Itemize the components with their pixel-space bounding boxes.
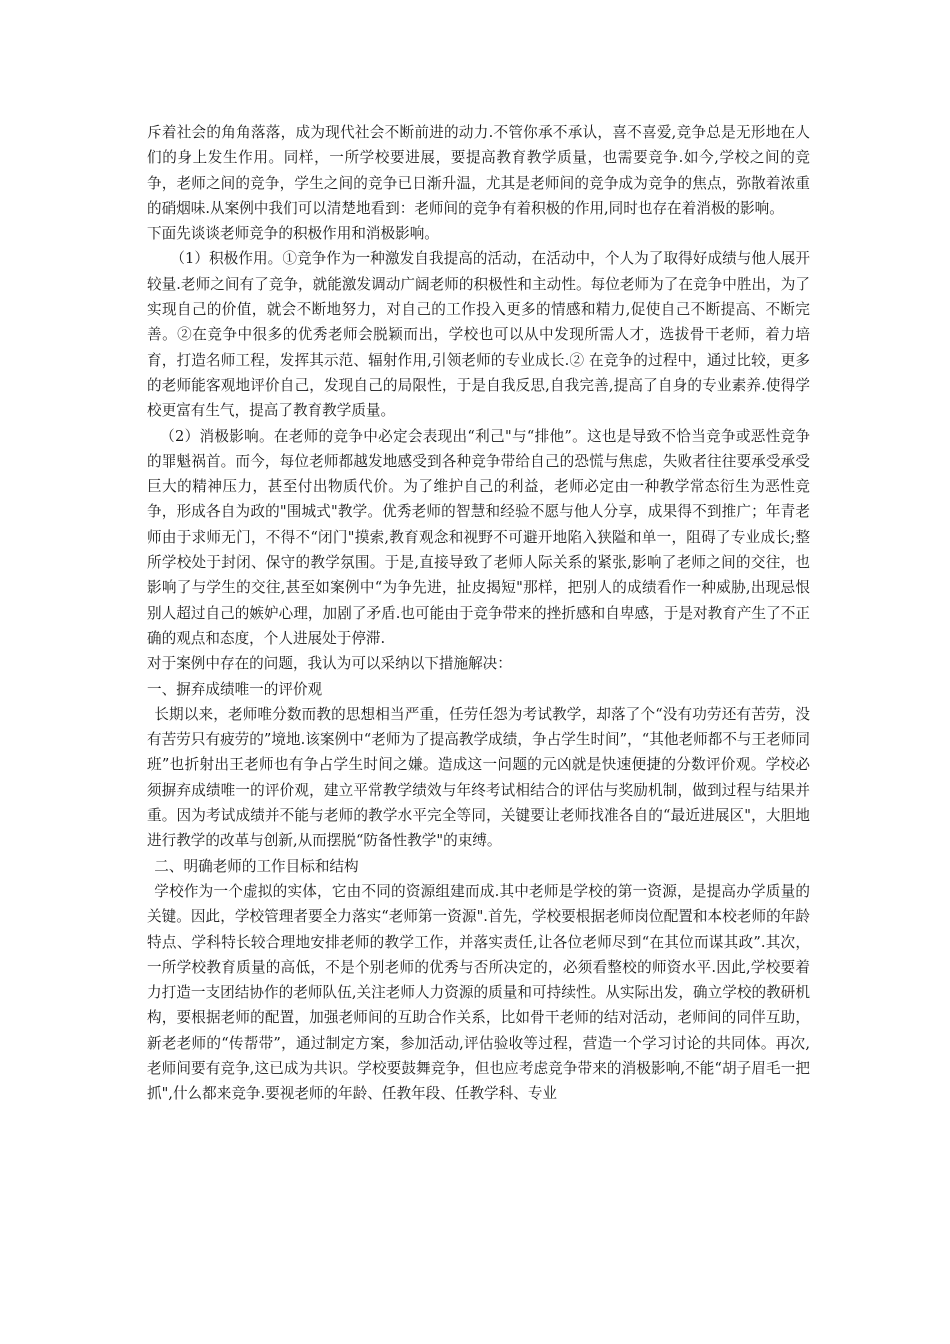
section-heading-1: 一、摒弃成绩唯一的评价观 bbox=[147, 680, 323, 698]
paragraph-negative-effects: （2）消极影响。在老师的竞争中必定会表现出“利己"与“排他”。这也是导致不恰当竞争或恶性竞争的罪魁祸首。而今，每位老师都越发地感受到各种竞争带给自己的恐慌与焦虑，失败者往往要承受承受巨大的精神压力，甚至付出物质代价。为了维护自己的利益，老师必定由一种教学常态衍生为恶性竞争，形成各自为政的"围城式"教学。优秀老师的智慧和经验不愿与他人分享，成果得不到推广；年青老师由于求师无门，不得不“闭门"摸索,教育观念和视野不可避开地陷入狭隘和单一，阻碍了专业成长;整所学校处于封闭、保守的教学氛围。于是,直接导致了老师人际关系的紧张,影响了老师之间的交往，也影响了与学生的交往,甚至如案例中“为争先进，扯皮揭短"那样，把别人的成绩看作一种威胁,出现忌恨别人超过自己的嫉妒心理，加剧了矛盾.也可能由于竞争带来的挫折感和自卑感，于是对教育产生了不正确的观点和态度，个人进展处于停滞. bbox=[147, 427, 810, 647]
paragraph-positive-effects: （1）积极作用。①竞争作为一种激发自我提高的活动，在活动中，个人为了取得好成绩与他人展开较量.老师之间有了竞争，就能激发调动广阔老师的积极性和主动性。每位老师为了在竞争中胜出，为了实现自己的价值，就会不断地努力，对自己的工作投入更多的情感和精力,促使自己不断提高、不断完善。②在竞争中很多的优秀老师会脱颖而出，学校也可以从中发现所需人才，选拔骨干老师，着力培育，打造名师工程，发挥其示范、辐射作用,引领老师的专业成长.② 在竞争的过程中，通过比较，更多的老师能客观地评价自己，发现自己的局限性，于是自我反思,自我完善,提高了自身的专业素养.使得学校更富有生气，提高了教育教学质量。 bbox=[147, 250, 810, 420]
document-body bbox=[147, 120, 810, 1107]
paragraph-measures-intro: 对于案例中存在的问题，我认为可以采纳以下措施解决： bbox=[147, 655, 512, 673]
paragraph-section-2: 学校作为一个虚拟的实体，它由不同的资源组建而成.其中老师是学校的第一资源，是提高办学质量的关键。因此，学校管理者要全力落实“老师第一资源".首先，学校要根据老师岗位配置和本校老师的年龄特点、学科特长较合理地安排老师的教学工作，并落实责任,让各位老师尽到“在其位而谋其政”.其次，一所学校教育质量的高低，不是个别老师的优秀与否所决定的，必须看整校的师资水平.因此,学校要着力打造一支团结协作的老师队伍,关注老师人力资源的质量和可持续性。从实际出发，确立学校的教研机构，要根据老师的配置，加强老师间的互助合作关系，比如骨干老师的结对活动，老师间的同伴互助，新老老师的“传帮带”，通过制定方案，参加活动,评估验收等过程，营造一个学习讨论的共同体。再次,老师间要有竞争,这已成为共识。学校要鼓舞竞争，但也应考虑竞争带来的消极影响,不能“胡子眉毛一把抓",什么都来竞争.要视老师的年龄、任教年段、任教学科、专业 bbox=[147, 882, 810, 1103]
section-heading-2: 二、明确老师的工作目标和结构 bbox=[154, 857, 359, 875]
paragraph-section-1: 长期以来，老师唯分数而教的思想相当严重，任劳任怨为考试教学，却落了个“没有功劳还有苦劳，没有苦劳只有疲劳的”境地.该案例中“老师为了提高教学成绩，争占学生时间”，“其他老师都不与王老师同班”也折射出王老师也有争占学生时间之嫌。造成这一问题的元凶就是快速便捷的分数评价观。学校必须摒弃成绩唯一的评价观，建立平常教学绩效与年终考试相结合的评估与奖励机制，做到过程与结果并重。因为考试成绩并不能与老师的教学水平完全等同，关键要让老师找准各自的“最近进展区"，大胆地进行教学的改革与创新,从而摆脱“防备性教学"的束缚。 bbox=[147, 705, 810, 850]
paragraph-intro: 斥着社会的角角落落，成为现代社会不断前进的动力.不管你承不承认，喜不喜爱,竞争总是无形地在人们的身上发生作用。同样，一所学校要进展，要提高教育教学质量，也需要竞争.如今,学校之间的竞争，老师之间的竞争，学生之间的竞争已日渐升温，尤其是老师间的竞争成为竞争的焦点，弥散着浓重的硝烟味.从案例中我们可以清楚地看到：老师间的竞争有着积极的作用,同时也存在着消极的影响。 bbox=[147, 124, 810, 217]
paragraph-transition: 下面先谈谈老师竞争的积极作用和消极影响。 bbox=[147, 225, 439, 243]
